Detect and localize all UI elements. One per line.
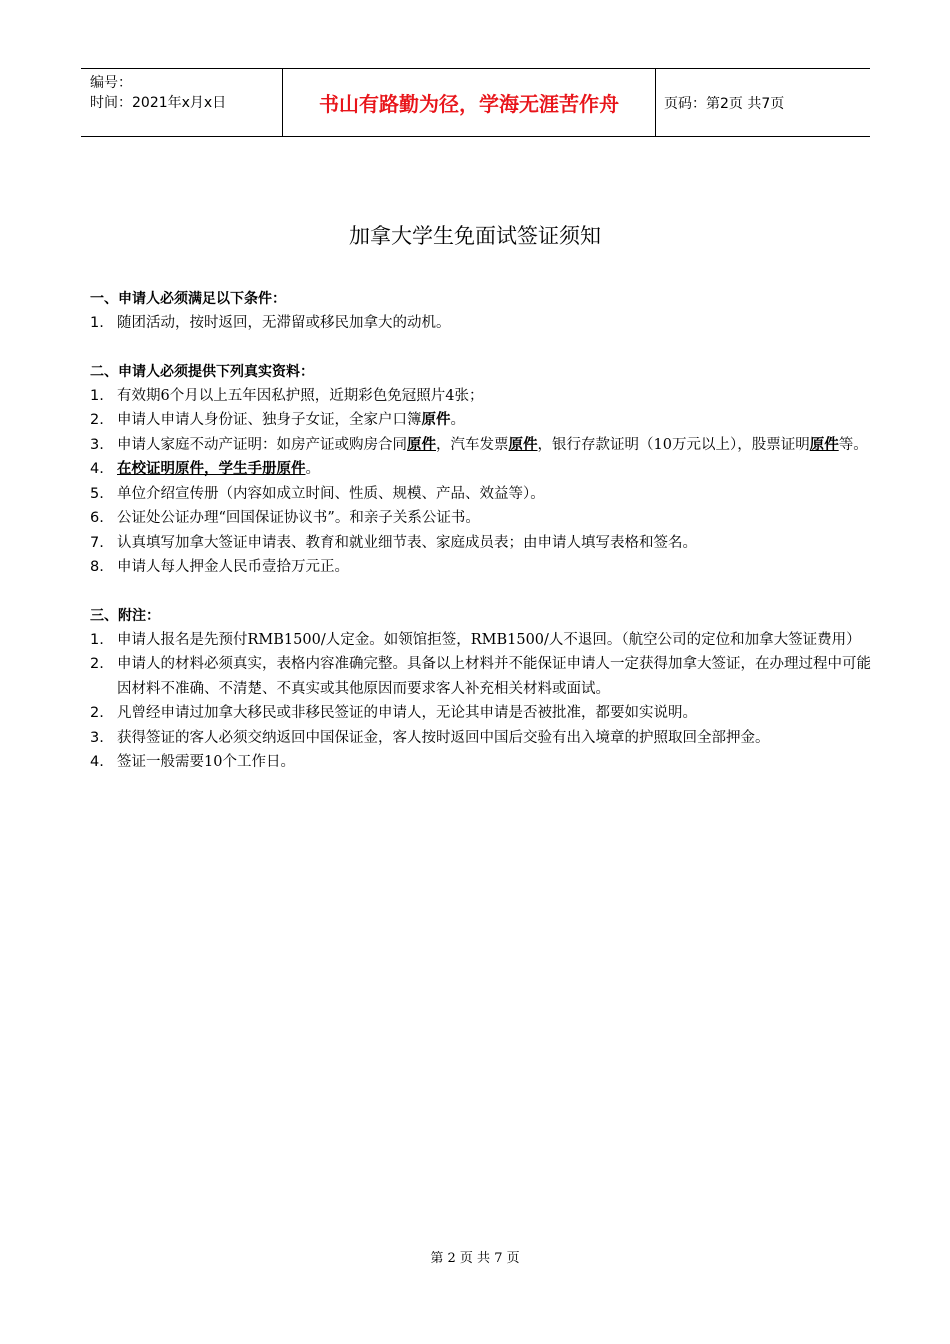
section2-item-3 bbox=[90, 433, 880, 458]
item-text: 随团活动，按时返回，无滞留或移民加拿大的动机。 bbox=[117, 315, 451, 331]
item-text: 申请人每人押金人民币壹拾万元正。 bbox=[117, 559, 349, 575]
section3-item-2 bbox=[90, 652, 880, 701]
bold-original: 原件 bbox=[421, 411, 451, 428]
item-number: 2. bbox=[90, 705, 104, 721]
item-text-d: 等。 bbox=[838, 436, 868, 453]
section3-item-4 bbox=[90, 726, 880, 751]
item-number: 3. bbox=[90, 729, 104, 746]
section1-heading: 一、申请人必须满足以下条件： bbox=[90, 291, 286, 307]
section2-item-4 bbox=[90, 457, 880, 482]
item-number: 7. bbox=[90, 534, 104, 551]
item-text: 凡曾经申请过加拿大移民或非移民签证的申请人，无论其申请是否被批准，都要如实说明。 bbox=[117, 705, 697, 721]
section3-item-3 bbox=[90, 701, 880, 726]
item-text: 认真填写加拿大签证申请表、教育和就业细节表、家庭成员表；由申请人填写表格和签名。 bbox=[117, 534, 697, 551]
item-text-c: ，银行存款证明（10万元以上），股票证明 bbox=[537, 436, 810, 453]
item-number: 8. bbox=[90, 559, 104, 575]
section2-item-8 bbox=[90, 555, 880, 580]
header-page-info: 页码：第2页 共7页 bbox=[664, 95, 785, 112]
item-text-b: ，汽车发票 bbox=[436, 436, 509, 453]
item-text-end: 。 bbox=[305, 461, 320, 477]
item-text bbox=[117, 457, 880, 482]
item-text: 单位介绍宣传册（内容如成立时间、性质、规模、产品、效益等）。 bbox=[117, 485, 545, 502]
item-number: 1. bbox=[90, 387, 104, 404]
item-text-a: 申请人家庭不动产证明：如房产证或购房合同 bbox=[117, 436, 407, 453]
item-text: 公证处公证办理“回国保证协议书”。和亲子关系公证书。 bbox=[117, 510, 480, 526]
item-number: 4. bbox=[90, 461, 104, 477]
section2-item-5 bbox=[90, 482, 880, 507]
item-number: 6. bbox=[90, 510, 104, 526]
section3-item-1 bbox=[90, 628, 880, 653]
item-text: 申请人报名是先预付RMB1500/人定金。如领馆拒签，RMB1500/人不退回。（航空公司的定位和加拿大签证费用） bbox=[117, 631, 861, 648]
item-number: 1. bbox=[90, 631, 104, 648]
page-footer: 第 2 页 共 7 页 bbox=[430, 1251, 520, 1266]
header-table bbox=[81, 68, 870, 137]
item-text: 有效期6个月以上五年因私护照，近期彩色免冠照片4张； bbox=[117, 387, 484, 404]
item-number: 5. bbox=[90, 485, 104, 502]
section3-heading: 三、附注： bbox=[90, 607, 160, 624]
item-number: 4. bbox=[90, 754, 104, 770]
item-number: 2. bbox=[90, 656, 104, 672]
section1-item-1 bbox=[90, 311, 880, 336]
item-text-b: 。 bbox=[450, 412, 465, 428]
item-number: 3. bbox=[90, 436, 104, 453]
item-number: 1. bbox=[90, 315, 104, 331]
item-number: 2. bbox=[90, 412, 104, 428]
item-text: 签证一般需要10个工作日。 bbox=[117, 754, 295, 770]
header-left-cell bbox=[81, 69, 282, 136]
section3-item-5 bbox=[90, 750, 880, 775]
section2-heading: 二、申请人必须提供下列真实资料： bbox=[90, 363, 314, 380]
section2-item-7 bbox=[90, 531, 880, 556]
section2-item-6 bbox=[90, 506, 880, 531]
item-text: 申请人的材料必须真实，表格内容准确完整。具备以上材料并不能保证申请人一定获得加拿大签证，在办理过程中可能因材料不准确、不清楚、不真实或其他原因而要求客人补充相关材料或面试。 bbox=[117, 656, 871, 697]
underlined-original-3: 原件 bbox=[809, 435, 839, 453]
code-label: 编号： bbox=[90, 75, 132, 91]
item-text bbox=[117, 433, 880, 458]
underlined-text: 在校证明原件，学生手册原件 bbox=[117, 460, 306, 477]
section2-item-1 bbox=[90, 384, 880, 409]
item-text: 获得签证的客人必须交纳返回中国保证金，客人按时返回中国后交验有出入境章的护照取回全部押金。 bbox=[117, 729, 770, 746]
time-label: 时间：2021年x月x日 bbox=[90, 95, 227, 111]
document-title: 加拿大学生免面试签证须知 bbox=[349, 224, 601, 248]
section2-item-2 bbox=[90, 408, 880, 433]
header-motto: 书山有路勤为径，学海无涯苦作舟 bbox=[282, 69, 656, 136]
item-text bbox=[117, 408, 880, 433]
document-body bbox=[90, 287, 880, 775]
underlined-original-2: 原件 bbox=[508, 435, 538, 453]
underlined-original-1: 原件 bbox=[407, 435, 436, 453]
item-text-a: 申请人申请人身份证、独身子女证，全家户口簿 bbox=[117, 412, 422, 428]
